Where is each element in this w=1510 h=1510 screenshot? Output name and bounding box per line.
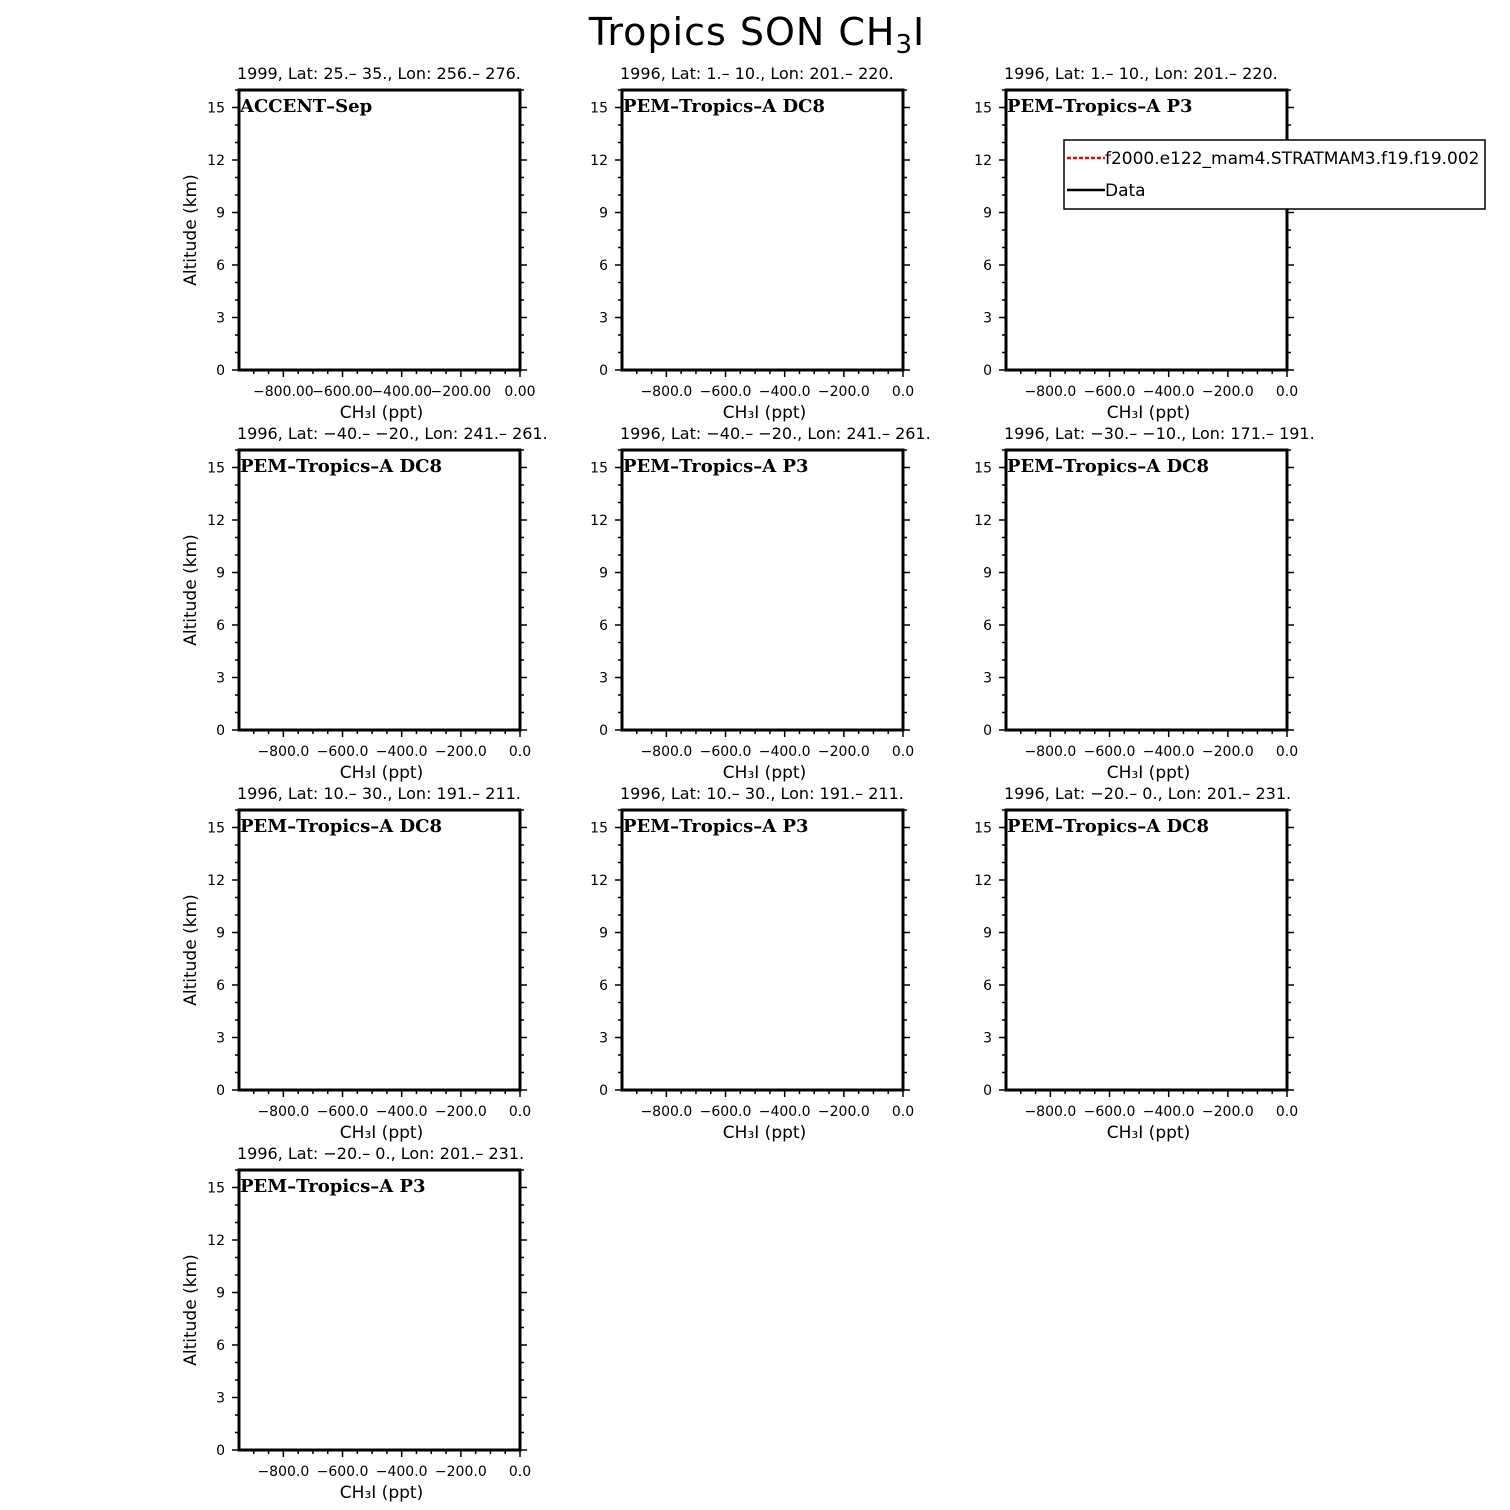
x-tick-label: 0.0: [1275, 744, 1299, 760]
x-axis-label: CH₃I (ppt): [339, 1483, 424, 1503]
x-axis-label: CH₃I (ppt): [1106, 763, 1191, 783]
figure-title: Tropics SON $CH_3I$: [588, 10, 926, 60]
x-axis-label: CH₃I (ppt): [722, 403, 807, 423]
campaign-label: PEM–Tropics–A P3: [1007, 96, 1193, 117]
panel-10: [181, 1144, 531, 1503]
legend-label-1: f2000.e122_mam4.STRATMAM3.f19.f19.002: [1105, 149, 1480, 169]
y-axis-label: Altitude (km): [181, 1254, 201, 1366]
y-tick-label: 0: [599, 363, 608, 379]
x-tick-label: −800.0: [640, 384, 693, 400]
x-tick-label: −800.0: [640, 1104, 693, 1120]
y-tick-label: 3: [983, 670, 992, 687]
campaign-label: PEM–Tropics–A DC8: [1007, 816, 1209, 837]
y-tick-label: 9: [216, 1285, 225, 1302]
y-axis-label: Altitude (km): [181, 894, 201, 1006]
panel-5: [590, 424, 931, 783]
x-tick-label: 0.0: [891, 384, 915, 400]
y-tick-label: 0: [216, 1443, 225, 1459]
x-tick-label: −800.0: [257, 1464, 310, 1480]
y-tick-label: 12: [590, 513, 608, 529]
x-axis-label: CH₃I (ppt): [722, 763, 807, 783]
y-tick-label: 6: [216, 618, 225, 634]
y-tick-label: 12: [590, 153, 608, 169]
x-tick-label: −400.0: [375, 1104, 428, 1120]
x-axis-label: CH₃I (ppt): [722, 1123, 807, 1143]
campaign-label: PEM–Tropics–A P3: [623, 816, 809, 837]
plot-frame: [1006, 450, 1287, 730]
x-tick-label: −200.0: [434, 1104, 487, 1120]
y-tick-label: 6: [216, 258, 225, 274]
panel-3: [974, 64, 1298, 423]
x-tick-label: −400.0: [758, 1104, 811, 1120]
x-tick-label: −200.0: [1201, 744, 1254, 760]
y-tick-label: 12: [207, 1233, 225, 1249]
x-axis-label: CH₃I (ppt): [1106, 403, 1191, 423]
x-tick-label: 0.0: [891, 1104, 915, 1120]
x-tick-label: −600.00: [312, 384, 373, 400]
y-tick-label: 12: [207, 153, 225, 169]
y-tick-label: 6: [216, 978, 225, 994]
y-tick-label: 3: [216, 310, 225, 327]
x-tick-label: −800.0: [1024, 744, 1077, 760]
panel-header: 1999, Lat: 25.– 35., Lon: 256.– 276.: [237, 64, 521, 83]
panel-header: 1996, Lat: −40.– −20., Lon: 241.– 261.: [620, 424, 931, 443]
x-tick-label: −200.0: [1201, 384, 1254, 400]
plot-frame: [622, 90, 903, 370]
campaign-label: PEM–Tropics–A DC8: [1007, 456, 1209, 477]
y-tick-label: 9: [599, 925, 608, 942]
campaign-label: PEM–Tropics–A P3: [623, 456, 809, 477]
y-tick-label: 12: [207, 873, 225, 889]
x-tick-label: −800.0: [1024, 1104, 1077, 1120]
x-tick-label: −200.0: [434, 1464, 487, 1480]
y-tick-label: 15: [590, 100, 608, 117]
y-tick-label: 9: [983, 205, 992, 222]
y-tick-label: 6: [983, 618, 992, 634]
y-tick-label: 12: [974, 513, 992, 529]
panel-header: 1996, Lat: 1.– 10., Lon: 201.– 220.: [620, 64, 894, 83]
x-axis-label: CH₃I (ppt): [339, 763, 424, 783]
y-tick-label: 6: [983, 258, 992, 274]
x-tick-label: 0.0: [891, 744, 915, 760]
y-tick-label: 9: [983, 925, 992, 942]
x-tick-label: 0.00: [504, 384, 536, 400]
x-tick-label: −200.0: [817, 1104, 870, 1120]
panel-1: [181, 64, 536, 423]
campaign-label: PEM–Tropics–A DC8: [240, 816, 442, 837]
x-tick-label: −400.0: [758, 384, 811, 400]
panel-6: [974, 424, 1315, 783]
y-tick-label: 3: [983, 310, 992, 327]
y-tick-label: 15: [207, 820, 225, 837]
x-tick-label: −400.00: [371, 384, 433, 400]
panel-header: 1996, Lat: −40.– −20., Lon: 241.– 261.: [237, 424, 548, 443]
y-tick-label: 15: [590, 820, 608, 837]
x-axis-label: CH₃I (ppt): [339, 403, 424, 423]
y-tick-label: 15: [207, 460, 225, 477]
y-tick-label: 6: [599, 618, 608, 634]
x-tick-label: −600.0: [1083, 1104, 1136, 1120]
y-tick-label: 15: [207, 1180, 225, 1197]
panels-group: [181, 64, 1315, 1503]
x-tick-label: 0.0: [1275, 384, 1299, 400]
y-tick-label: 9: [216, 565, 225, 582]
plot-frame: [1006, 810, 1287, 1090]
campaign-label: PEM–Tropics–A P3: [240, 1176, 426, 1197]
plot-frame: [239, 1170, 520, 1450]
y-tick-label: 6: [216, 1338, 225, 1354]
y-tick-label: 0: [216, 363, 225, 379]
x-tick-label: −200.0: [817, 744, 870, 760]
y-tick-label: 0: [983, 1083, 992, 1099]
y-tick-label: 12: [974, 873, 992, 889]
x-tick-label: −400.0: [1142, 384, 1195, 400]
y-axis-label: Altitude (km): [181, 174, 201, 286]
x-tick-label: −800.0: [1024, 384, 1077, 400]
x-tick-label: −600.0: [1083, 384, 1136, 400]
y-tick-label: 0: [599, 1083, 608, 1099]
x-tick-label: −800.0: [257, 1104, 310, 1120]
y-tick-label: 15: [974, 100, 992, 117]
y-tick-label: 15: [207, 100, 225, 117]
y-tick-label: 0: [599, 723, 608, 739]
x-tick-label: 0.0: [1275, 1104, 1299, 1120]
panel-9: [974, 784, 1298, 1143]
y-tick-label: 0: [216, 1083, 225, 1099]
y-tick-label: 3: [216, 1390, 225, 1407]
x-axis-label: CH₃I (ppt): [339, 1123, 424, 1143]
x-tick-label: −600.0: [316, 1464, 369, 1480]
y-tick-label: 3: [599, 310, 608, 327]
x-tick-label: −400.0: [1142, 1104, 1195, 1120]
y-tick-label: 6: [599, 258, 608, 274]
x-tick-label: −200.00: [430, 384, 492, 400]
y-tick-label: 3: [983, 1030, 992, 1047]
y-tick-label: 3: [216, 670, 225, 687]
x-tick-label: −600.0: [699, 744, 752, 760]
panel-header: 1996, Lat: −20.– 0., Lon: 201.– 231.: [1004, 784, 1292, 803]
y-tick-label: 0: [983, 363, 992, 379]
y-tick-label: 15: [590, 460, 608, 477]
x-tick-label: −400.0: [758, 744, 811, 760]
campaign-label: PEM–Tropics–A DC8: [623, 96, 825, 117]
y-tick-label: 6: [983, 978, 992, 994]
x-tick-label: −400.0: [1142, 744, 1195, 760]
x-tick-label: −200.0: [434, 744, 487, 760]
y-tick-label: 12: [590, 873, 608, 889]
campaign-label: ACCENT–Sep: [240, 96, 373, 117]
x-tick-label: −600.0: [699, 384, 752, 400]
panel-4: [181, 424, 548, 783]
y-tick-label: 3: [599, 1030, 608, 1047]
panel-header: 1996, Lat: −20.– 0., Lon: 201.– 231.: [237, 1144, 525, 1163]
y-tick-label: 0: [983, 723, 992, 739]
plot-frame: [622, 810, 903, 1090]
y-tick-label: 3: [599, 670, 608, 687]
x-tick-label: −600.0: [316, 1104, 369, 1120]
x-tick-label: −600.0: [699, 1104, 752, 1120]
y-tick-label: 9: [216, 925, 225, 942]
y-tick-label: 9: [983, 565, 992, 582]
plot-frame: [622, 450, 903, 730]
x-axis-label: CH₃I (ppt): [1106, 1123, 1191, 1143]
y-tick-label: 3: [216, 1030, 225, 1047]
x-tick-label: −600.0: [316, 744, 369, 760]
x-tick-label: −200.0: [817, 384, 870, 400]
y-tick-label: 9: [216, 205, 225, 222]
panel-header: 1996, Lat: 1.– 10., Lon: 201.– 220.: [1004, 64, 1278, 83]
panel-8: [590, 784, 914, 1143]
x-tick-label: −800.00: [253, 384, 314, 400]
y-tick-label: 6: [599, 978, 608, 994]
x-tick-label: 0.0: [508, 1104, 532, 1120]
x-tick-label: −800.0: [257, 744, 310, 760]
y-axis-label: Altitude (km): [181, 534, 201, 646]
legend: [1064, 140, 1485, 209]
panel-2: [590, 64, 914, 423]
plot-frame: [239, 450, 520, 730]
x-tick-label: −600.0: [1083, 744, 1136, 760]
y-tick-label: 15: [974, 460, 992, 477]
panel-7: [181, 784, 531, 1143]
x-tick-label: 0.0: [508, 1464, 532, 1480]
y-tick-label: 12: [207, 513, 225, 529]
y-tick-label: 15: [974, 820, 992, 837]
x-tick-label: −200.0: [1201, 1104, 1254, 1120]
legend-label-2: Data: [1105, 181, 1146, 201]
panel-header: 1996, Lat: 10.– 30., Lon: 191.– 211.: [237, 784, 521, 803]
x-tick-label: 0.0: [508, 744, 532, 760]
x-tick-label: −400.0: [375, 1464, 428, 1480]
y-tick-label: 12: [974, 153, 992, 169]
plot-frame: [1006, 90, 1287, 370]
campaign-label: PEM–Tropics–A DC8: [240, 456, 442, 477]
plot-frame: [239, 810, 520, 1090]
y-tick-label: 0: [216, 723, 225, 739]
x-tick-label: −400.0: [375, 744, 428, 760]
panel-header: 1996, Lat: −30.– −10., Lon: 171.– 191.: [1004, 424, 1315, 443]
x-tick-label: −800.0: [640, 744, 693, 760]
plot-frame: [239, 90, 520, 370]
y-tick-label: 9: [599, 205, 608, 222]
y-tick-label: 9: [599, 565, 608, 582]
panel-header: 1996, Lat: 10.– 30., Lon: 191.– 211.: [620, 784, 904, 803]
